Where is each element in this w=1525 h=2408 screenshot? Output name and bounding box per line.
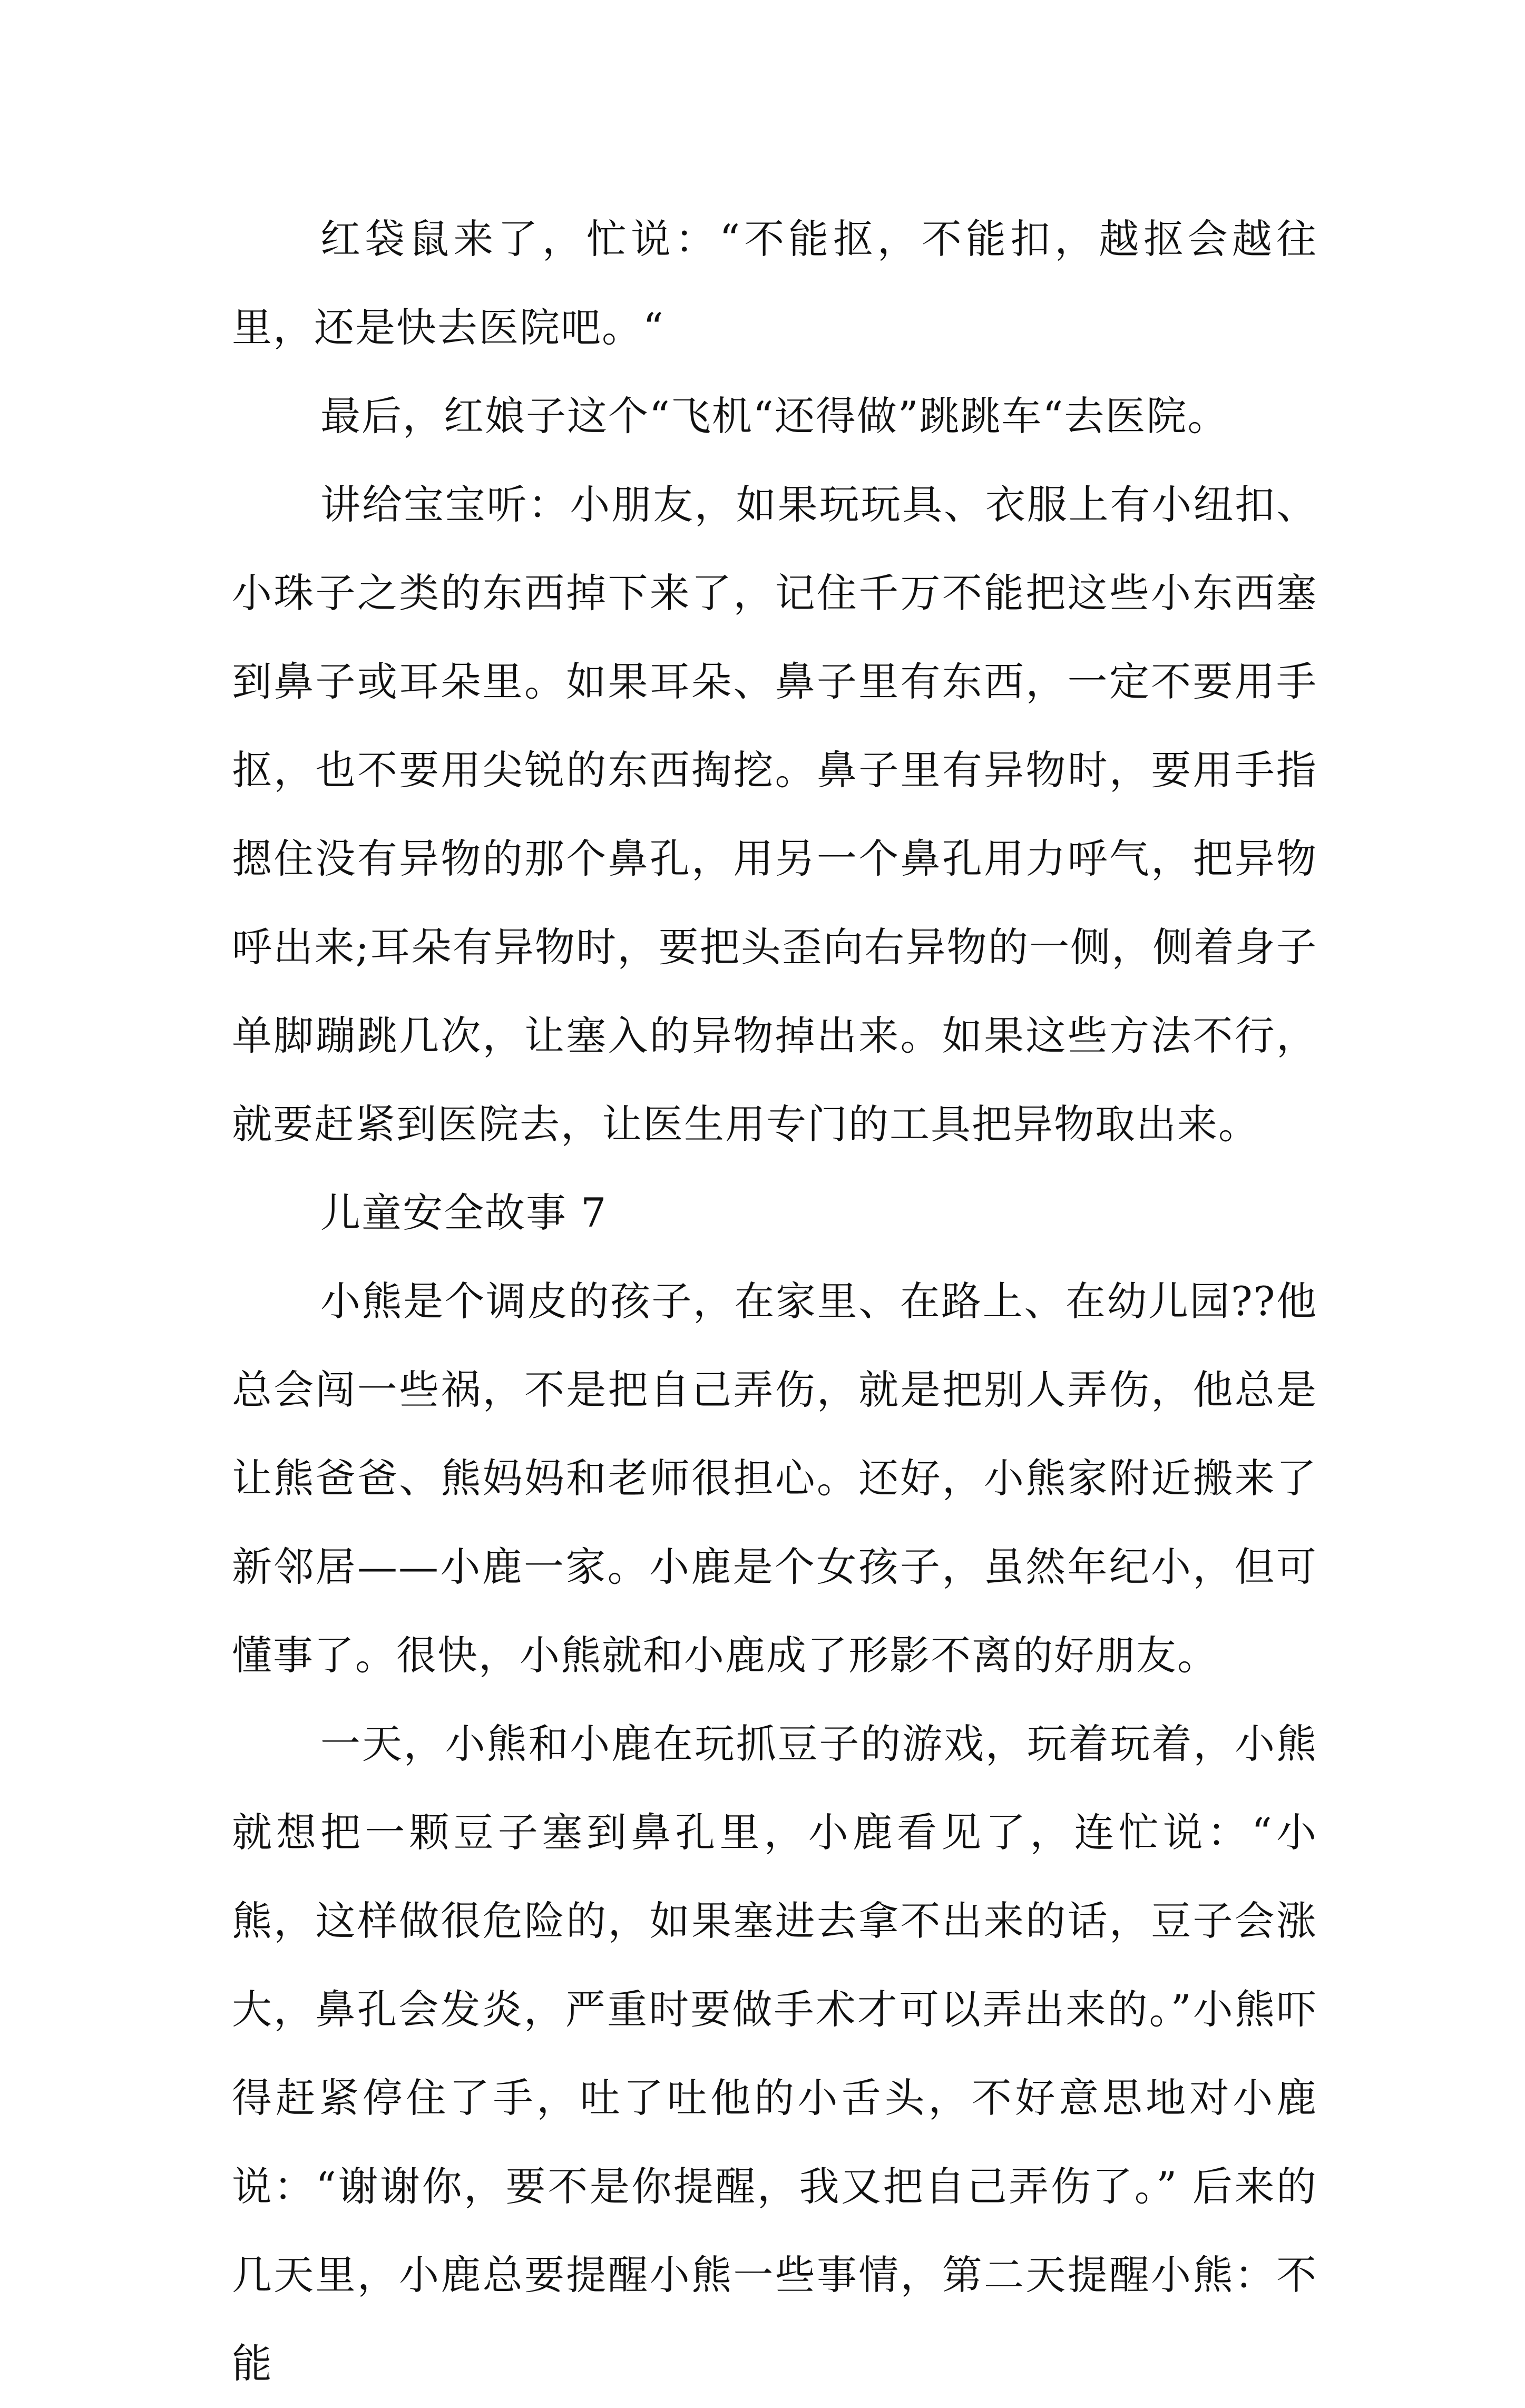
paragraph-little-bear: 小熊是个调皮的孩子，在家里、在路上、在幼儿园??他总会闯一些祸，不是把自己弄伤，就是把别人弄伤，他总是让熊爸爸、熊妈妈和老师很担心。还好，小熊家附近搬来了新邻居——小鹿一家。小鹿是个女孩子，虽然年纪小，但可懂事了。很快，小熊就和小鹿成了形影不离的好朋友。 [232,1278,1317,1679]
story-heading: 儿童安全故事 7 [320,1189,608,1236]
paragraph-tell-baby: 讲给宝宝听：小朋友，如果玩玩具、衣服上有小纽扣、小珠子之类的东西掉下来了，记住千万不能把这些小东西塞到鼻子或耳朵里。如果耳朵、鼻子里有东西，一定不要用手抠，也不要用尖锐的东西掏挖。鼻子里有异物时，要用手指摁住没有异物的那个鼻孔，用另一个鼻孔用力呼气，把异物呼出来;耳朵有异物时，要把头歪向右异物的一侧，侧着身子单脚蹦跳几次，让塞入的异物掉出来。如果这些方法不行，就要赶紧到医院去，让医生用专门的工具把异物取出来。 [232,481,1317,1148]
paragraph-red-kangaroo: 红袋鼠来了，忙说：“不能抠，不能扣，越抠会越往里，还是快去医院吧。“ [232,216,1317,351]
paragraph-finally: 最后，红娘子这个“飞机“还得做”跳跳车“去医院。 [320,393,1229,439]
paragraph-bean-game: 一天，小熊和小鹿在玩抓豆子的游戏，玩着玩着，小熊就想把一颗豆子塞到鼻孔里，小鹿看见了，连忙说：“小熊，这样做很危险的，如果塞进去拿不出来的话，豆子会涨大，鼻孔会发炎，严重时要做手术才可以弄出来的。”小熊吓得赶紧停住了手，吐了吐他的小舌头，不好意思地对小鹿说：“谢谢你，要不是你提醒，我又把自己弄伤了。” 后来的几天里，小鹿总要提醒小熊一些事情，第二天提醒小熊：不能 [232,1720,1317,2387]
document-body [232,195,1317,2408]
